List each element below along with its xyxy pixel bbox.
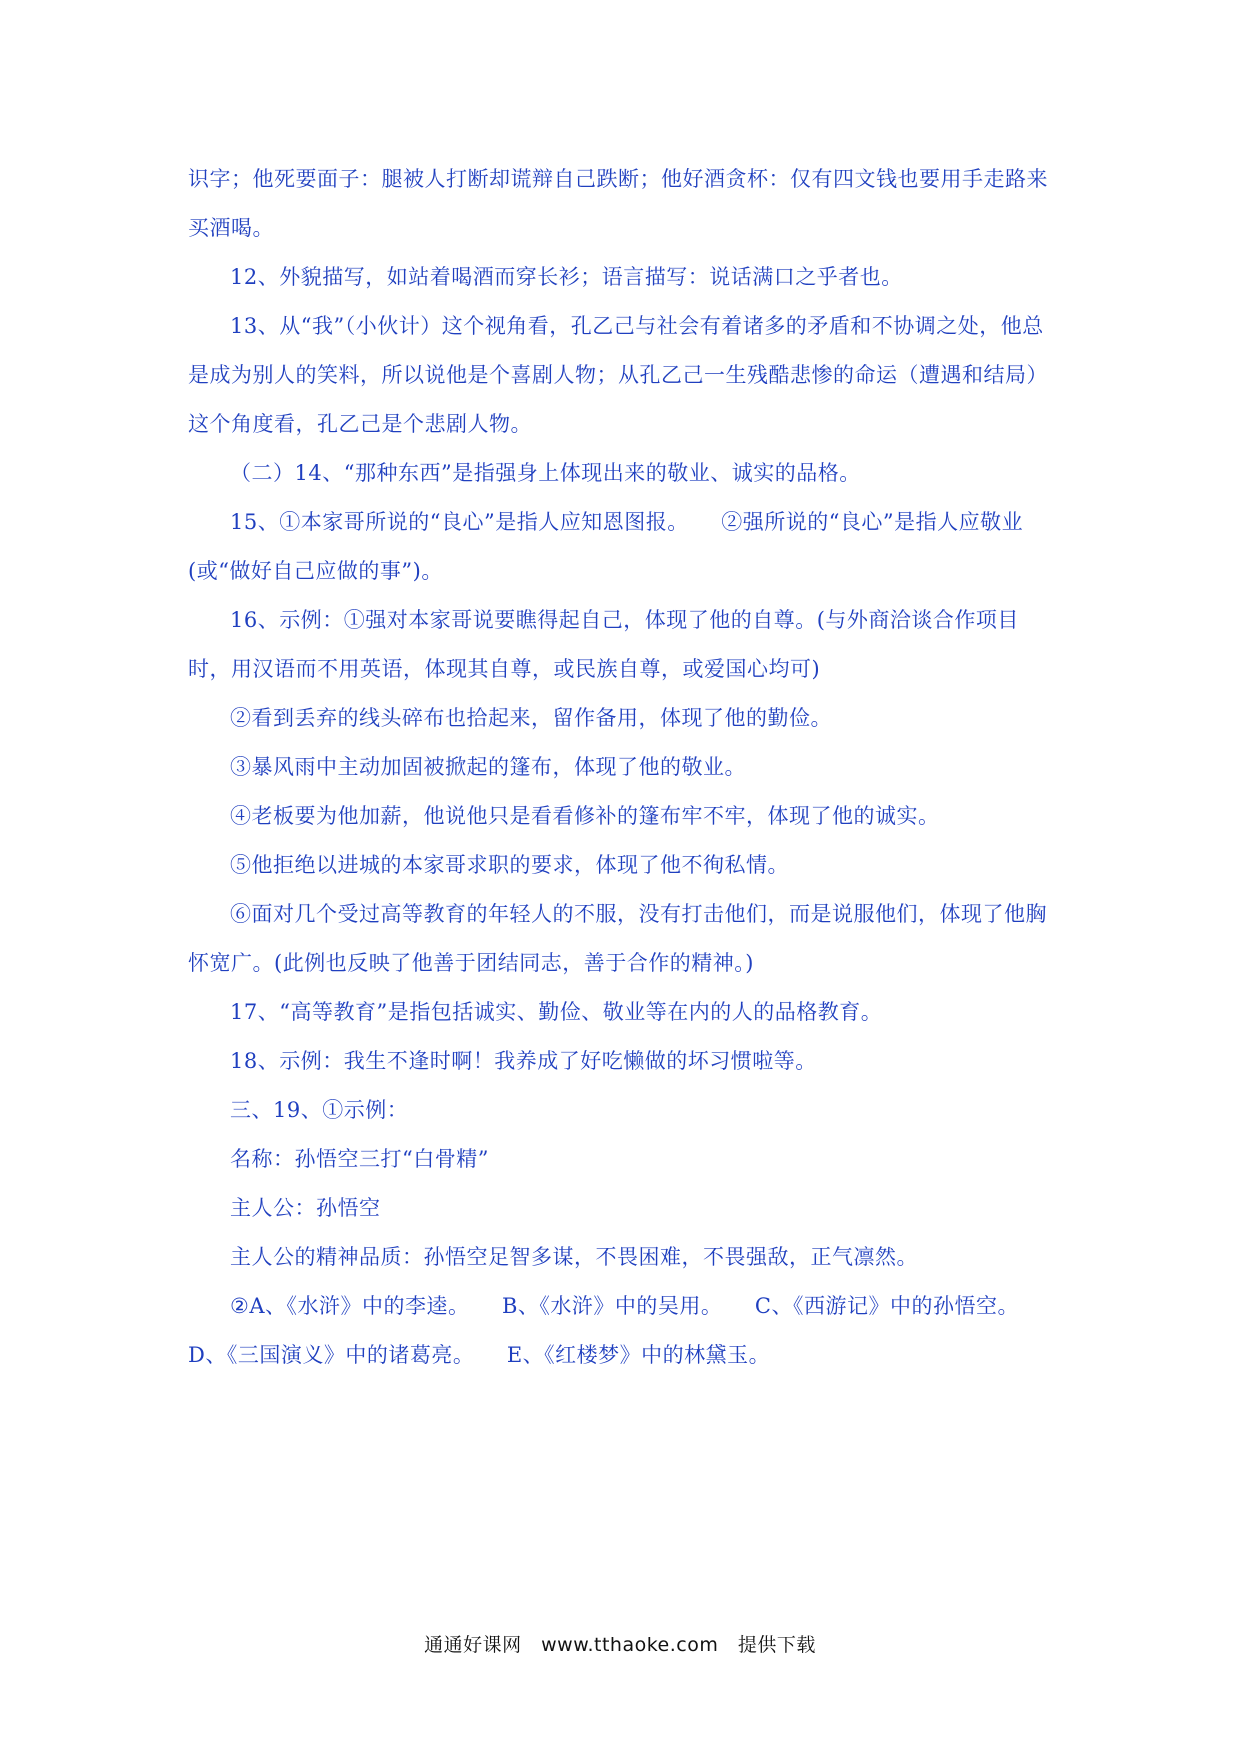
paragraph-answer-17: 17、“高等教育”是指包括诚实、勤俭、敬业等在内的人的品格教育。 xyxy=(230,1000,883,1024)
paragraph-answer-16-item-3: ③暴风雨中主动加固被掀起的篷布，体现了他的敬业。 xyxy=(230,755,746,779)
paragraph-continuation: 识字；他死要面子：腿被人打断却谎辩自己跌断；他好酒贪杯：仅有四文钱也要用手走路来买酒喝。 xyxy=(188,167,1048,240)
paragraph-answer-16-item-4: ④老板要为他加薪，他说他只是看看修补的篷布牢不牢，体现了他的诚实。 xyxy=(230,804,940,828)
paragraph-answer-15: 15、①本家哥所说的“良心”是指人应知恩图报。 ②强所说的“良心”是指人应敬业(或“做好自己应做的事”)。 xyxy=(188,510,1024,583)
paragraph-answer-16: 16、示例：①强对本家哥说要瞧得起自己，体现了他的自尊。(与外商洽谈合作项目时，用汉语而不用英语，体现其自尊，或民族自尊，或爱国心均可) xyxy=(188,608,1019,681)
paragraph-answer-18: 18、示例：我生不逢时啊！我养成了好吃懒做的坏习惯啦等。 xyxy=(230,1049,817,1073)
paragraph-answer-14: （二）14、“那种东西”是指强身上体现出来的敬业、诚实的品格。 xyxy=(230,461,861,485)
paragraph-answer-16-item-6: ⑥面对几个受过高等教育的年轻人的不服，没有打击他们，而是说服他们，体现了他胸怀宽广。(此例也反映了他善于团结同志，善于合作的精神。) xyxy=(188,902,1047,975)
page-footer: 通通好课网 www.tthaoke.com 提供下载 xyxy=(424,1634,816,1656)
paragraph-answer-16-item-5: ⑤他拒绝以进城的本家哥求职的要求，体现了他不徇私情。 xyxy=(230,853,789,877)
paragraph-answer-19: 三、19、①示例： xyxy=(230,1098,409,1122)
paragraph-answer-19-quality: 主人公的精神品质：孙悟空足智多谋，不畏困难，不畏强敌，正气凛然。 xyxy=(230,1245,918,1269)
paragraph-answer-19-name: 名称：孙悟空三打“白骨精” xyxy=(230,1147,489,1171)
paragraph-answer-12: 12、外貌描写，如站着喝酒而穿长衫；语言描写：说话满口之乎者也。 xyxy=(230,265,903,289)
paragraph-answer-19-matching: ②A、《水浒》中的李逵。 B、《水浒》中的吴用。 C、《西游记》中的孙悟空。 D、《三国演义》中的诸葛亮。 E、《红楼梦》中的林黛玉。 xyxy=(188,1294,1052,1367)
answer-content xyxy=(188,155,1058,1380)
paragraph-answer-13: 13、从“我”（小伙计）这个视角看，孔乙己与社会有着诸多的矛盾和不协调之处，他总是成为别人的笑料，所以说他是个喜剧人物；从孔乙己一生残酷悲惨的命运（遭遇和结局）这个角度看，孔乙己是个悲剧人物。 xyxy=(188,314,1048,436)
paragraph-answer-19-protagonist: 主人公：孙悟空 xyxy=(230,1196,381,1220)
paragraph-answer-16-item-2: ②看到丢弃的线头碎布也拾起来，留作备用，体现了他的勤俭。 xyxy=(230,706,832,730)
